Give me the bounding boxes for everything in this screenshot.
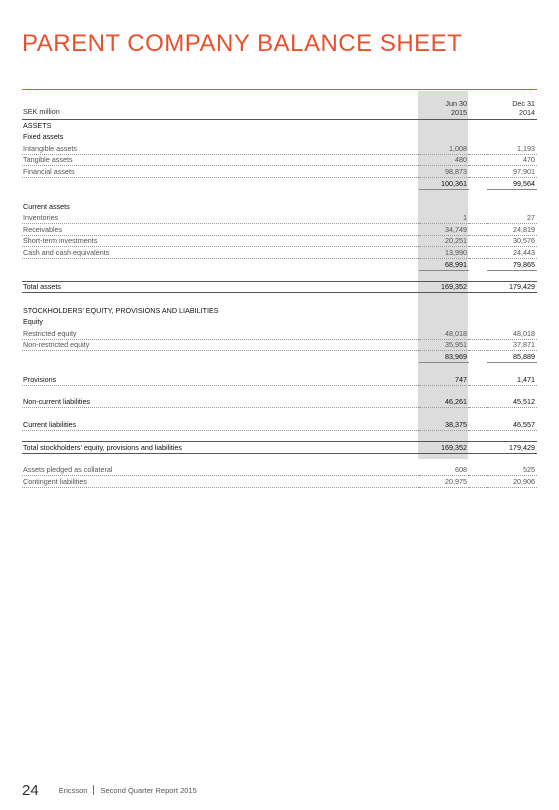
footer-divider (93, 785, 94, 795)
dec31-2014-value: 20,906 (487, 476, 537, 488)
dec31-2014-value: 45,512 (487, 396, 537, 408)
footer-report: Second Quarter Report 2015 (100, 785, 197, 795)
jun30-2015-value (419, 293, 469, 304)
row-label: Tangible assets (22, 154, 419, 166)
jun30-2015-value: 169,352 (419, 281, 469, 293)
jun30-2015-value (419, 385, 469, 396)
jun30-2015-value: 13,990 (419, 247, 469, 259)
jun30-2015-value: 169,352 (419, 441, 469, 453)
page-footer (22, 780, 197, 800)
row-label (22, 362, 419, 373)
table-row (22, 247, 537, 259)
table-row (22, 224, 537, 236)
spacer-row (22, 270, 537, 281)
row-label (22, 385, 419, 396)
dec31-2014-value: 37,871 (487, 339, 537, 351)
table-header-row (22, 93, 537, 119)
jun30-2015-value: 1,008 (419, 142, 469, 154)
row-label (22, 293, 419, 304)
row-label: Equity (23, 317, 43, 327)
dec31-2014-value: 470 (487, 154, 537, 166)
dec31-2014-value (487, 304, 537, 316)
jun30-2015-value (419, 453, 469, 464)
row-label: Fixed assets (23, 132, 64, 142)
spacer-row (22, 293, 537, 304)
dec31-2014-value: 27 (487, 212, 537, 224)
dec31-2014-value (487, 408, 537, 419)
jun30-2015-value: 480 (419, 154, 469, 166)
jun30-2015-value: 34,749 (419, 224, 469, 236)
row-label: STOCKHOLDERS’ EQUITY, PROVISIONS AND LIABILITIES (23, 305, 219, 315)
dec31-2014-value: 179,429 (487, 281, 537, 293)
jun30-2015-value (419, 189, 469, 200)
table-row (22, 419, 537, 431)
table-row (22, 339, 537, 351)
dec31-2014-value: 30,576 (487, 235, 537, 247)
spacer-row (22, 362, 537, 373)
row-label: Non-restricted equity (22, 339, 419, 351)
col2-header: Dec 31 2014 (487, 93, 537, 119)
table-row (22, 373, 537, 385)
table-row (22, 200, 537, 212)
table-row (22, 351, 537, 363)
row-label: Financial assets (22, 166, 419, 178)
table-row (22, 441, 537, 453)
page-number: 24 (22, 781, 39, 799)
row-label: Total stockholders’ equity, provisions and liabilities (22, 441, 419, 453)
table-row (22, 131, 537, 143)
balance-sheet-table (22, 93, 537, 488)
jun30-2015-value: 46,261 (419, 396, 469, 408)
dec31-2014-value: 99,564 (487, 177, 537, 189)
jun30-2015-value (419, 408, 469, 419)
row-label (22, 259, 419, 271)
spacer-row (22, 408, 537, 419)
jun30-2015-value (419, 270, 469, 281)
dec31-2014-value: 97,901 (487, 166, 537, 178)
table-row (22, 304, 537, 316)
unit-label: SEK million (22, 93, 419, 119)
jun30-2015-value: 68,991 (419, 259, 469, 271)
dec31-2014-value: 24,819 (487, 224, 537, 236)
dec31-2014-value (487, 316, 537, 328)
jun30-2015-value (419, 430, 469, 441)
row-label: Intangible assets (22, 142, 419, 154)
table-row (22, 212, 537, 224)
dec31-2014-value: 1,193 (487, 142, 537, 154)
spacer-row (22, 453, 537, 464)
dec31-2014-value (487, 362, 537, 373)
jun30-2015-value: 20,975 (419, 476, 469, 488)
table-row (22, 327, 537, 339)
row-label: Non-current liabilities (22, 396, 419, 408)
row-label: Current assets (23, 201, 70, 211)
row-label (22, 453, 419, 464)
dec31-2014-value: 1,471 (487, 373, 537, 385)
jun30-2015-value (419, 200, 469, 212)
row-label: Restricted equity (22, 327, 419, 339)
jun30-2015-value: 38,375 (419, 419, 469, 431)
dec31-2014-value: 525 (487, 464, 537, 476)
jun30-2015-value (419, 304, 469, 316)
row-label: Total assets (22, 281, 419, 293)
dec31-2014-value (487, 453, 537, 464)
title-rule (22, 89, 537, 90)
row-label: Inventories (22, 212, 419, 224)
table-row (22, 316, 537, 328)
dec31-2014-value: 24,443 (487, 247, 537, 259)
row-label (22, 430, 419, 441)
jun30-2015-value: 35,951 (419, 339, 469, 351)
row-label: ASSETS (23, 120, 52, 130)
table-row (22, 119, 537, 131)
row-label: Cash and cash equivalents (22, 247, 419, 259)
row-label: Receivables (22, 224, 419, 236)
table-row (22, 281, 537, 293)
row-label: Contingent liabilities (22, 476, 419, 488)
jun30-2015-value: 20,251 (419, 235, 469, 247)
jun30-2015-value (419, 131, 469, 143)
table-row (22, 142, 537, 154)
row-label (22, 351, 419, 363)
dec31-2014-value: 179,429 (487, 441, 537, 453)
table-row (22, 259, 537, 271)
dec31-2014-value (487, 119, 537, 131)
dec31-2014-value (487, 200, 537, 212)
jun30-2015-value (419, 119, 469, 131)
table-row (22, 235, 537, 247)
row-label: Assets pledged as collateral (22, 464, 419, 476)
table-row (22, 464, 537, 476)
jun30-2015-value: 1 (419, 212, 469, 224)
dec31-2014-value: 48,018 (487, 327, 537, 339)
page-title: PARENT COMPANY BALANCE SHEET (22, 30, 463, 57)
row-label (22, 189, 419, 200)
spacer-row (22, 189, 537, 200)
jun30-2015-value (419, 362, 469, 373)
footer-company: Ericsson (58, 785, 88, 795)
row-label (22, 177, 419, 189)
dec31-2014-value (487, 131, 537, 143)
spacer-row (22, 385, 537, 396)
col1-header: Jun 30 2015 (419, 93, 469, 119)
table-row (22, 396, 537, 408)
jun30-2015-value: 747 (419, 373, 469, 385)
spacer-row (22, 430, 537, 441)
dec31-2014-value (487, 270, 537, 281)
row-label (22, 270, 419, 281)
table-row (22, 476, 537, 488)
dec31-2014-value (487, 385, 537, 396)
jun30-2015-value: 83,969 (419, 351, 469, 363)
table-row (22, 166, 537, 178)
table-row (22, 154, 537, 166)
table-row (22, 177, 537, 189)
row-label (22, 408, 419, 419)
row-label: Provisions (22, 373, 419, 385)
row-label: Current liabilities (22, 419, 419, 431)
jun30-2015-value (419, 316, 469, 328)
jun30-2015-value: 48,018 (419, 327, 469, 339)
jun30-2015-value: 608 (419, 464, 469, 476)
jun30-2015-value: 100,361 (419, 177, 469, 189)
dec31-2014-value (487, 293, 537, 304)
row-label: Short-term investments (22, 235, 419, 247)
dec31-2014-value (487, 189, 537, 200)
dec31-2014-value (487, 430, 537, 441)
dec31-2014-value: 79,865 (487, 259, 537, 271)
jun30-2015-value: 98,873 (419, 166, 469, 178)
dec31-2014-value: 46,557 (487, 419, 537, 431)
dec31-2014-value: 85,889 (487, 351, 537, 363)
